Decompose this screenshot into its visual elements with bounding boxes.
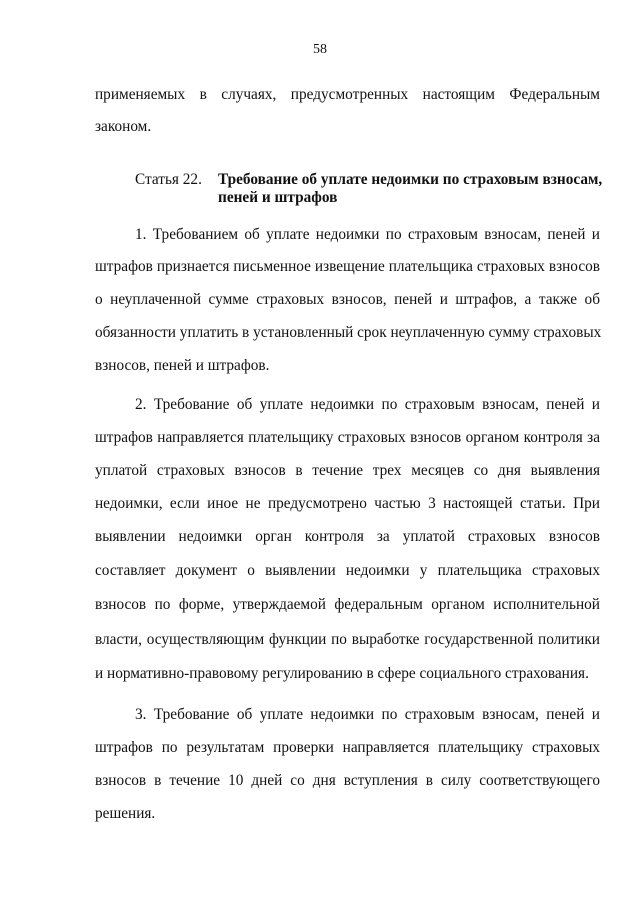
paragraph-line: 3. Требование об уплате недоимки по страховым взносам, пеней и — [135, 706, 600, 723]
paragraph-line: взносов в течение 10 дней со дня вступления в силу соответствующего — [95, 772, 600, 789]
paragraph-line: штрафов признается письменное извещение плательщика страховых взносов — [95, 258, 600, 275]
paragraph-line: взносов по форме, утверждаемой федеральным органом исполнительной — [95, 596, 600, 613]
paragraph-line: решения. — [95, 805, 156, 822]
paragraph-line: недоимки, если иное не предусмотрено частью 3 настоящей статьи. При — [95, 495, 600, 512]
text-line: применяемых в случаях, предусмотренных настоящим Федеральным — [95, 86, 600, 103]
paragraph-line: штрафов по результатам проверки направляется плательщику страховых — [95, 739, 600, 756]
paragraph-line: о неуплаченной сумме страховых взносов, пеней и штрафов, а также об — [95, 291, 600, 308]
paragraph-line: 2. Требование об уплате недоимки по страховым взносам, пеней и — [135, 396, 600, 413]
paragraph-line: составляет документ о выявлении недоимки у плательщика страховых — [95, 562, 600, 579]
paragraph-line: власти, осуществляющим функции по выработке государственной политики — [95, 631, 600, 648]
paragraph-line: выявлении недоимки орган контроля за уплатой страховых взносов — [95, 528, 600, 545]
article-title: Требование об уплате недоимки по страховым взносам, — [218, 171, 603, 188]
paragraph-line: 1. Требованием об уплате недоимки по страховым взносам, пеней и — [135, 226, 600, 243]
paragraph-line: взносов, пеней и штрафов. — [95, 357, 270, 374]
article-number: Статья 22. — [135, 171, 202, 188]
paragraph-line: штрафов направляется плательщику страховых взносов органом контроля за — [95, 429, 600, 446]
page-number: 58 — [313, 42, 327, 57]
paragraph-line: обязанности уплатить в установленный срок неуплаченную сумму страховых — [95, 324, 602, 341]
article-title: пеней и штрафов — [218, 189, 338, 206]
paragraph-line: уплатой страховых взносов в течение трех месяцев со дня выявления — [95, 462, 600, 479]
text-line: законом. — [95, 118, 152, 135]
paragraph-line: и нормативно-правовому регулированию в сфере социального страхования. — [95, 665, 589, 682]
